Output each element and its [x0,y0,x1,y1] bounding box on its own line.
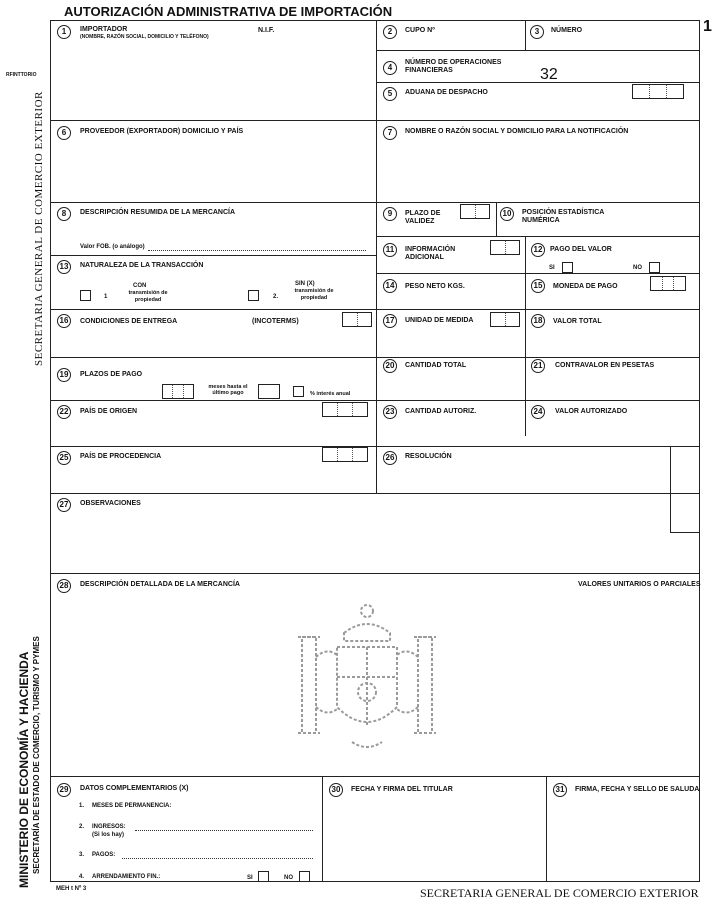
field-13-opt2-sub: transmisión de propiedad [294,288,334,301]
field-10-number: 10 [500,207,514,221]
field-13-opt1-n: 1 [104,294,108,300]
field-19-number: 19 [57,368,71,382]
field-9-label: PLAZO DE VALIDEZ [405,210,441,225]
field-1-input[interactable] [56,46,372,116]
field-19-label: PLAZOS DE PAGO [80,371,143,378]
field-18-label: VALOR TOTAL [553,318,602,325]
field-6-number: 6 [57,126,71,140]
form-title: AUTORIZACIÓN ADMINISTRATIVA DE IMPORTACIÓN [64,4,393,19]
footer-code: MEH t Nº 3 [56,886,87,892]
field-29-si-checkbox[interactable] [258,871,269,882]
field-21-number: 21 [531,359,545,373]
field-1-number: 1 [57,25,71,39]
ministerio-label: MINISTERIO DE ECONOMÍA Y HACIENDA [17,651,31,888]
field-29-item-2-label: INGRESOS: [92,824,126,830]
field-15-boxes[interactable] [650,276,686,291]
field-25-boxes[interactable] [322,447,368,462]
field-28-label: DESCRIPCIÓN DETALLADA DE LA MERCANCÍA [80,581,240,588]
field-28-right-label: VALORES UNITARIOS O PARCIALES [578,581,701,588]
field-29-ingresos-line[interactable] [135,830,313,831]
field-13-opt2-label: SIN (X) [295,281,315,287]
field-30-label: FECHA Y FIRMA DEL TITULAR [351,786,453,793]
copy-number: 1 [703,18,712,35]
field-9-boxes[interactable] [460,204,490,219]
field-16-incoterms: (INCOTERMS) [252,318,299,325]
field-28-number: 28 [57,579,71,593]
field-20-label: CANTIDAD TOTAL [405,362,467,369]
field-17-boxes[interactable] [490,312,520,327]
field-13-opt1-label: CON [133,283,147,289]
field-13-label: NATURALEZA DE LA TRANSACCIÓN [80,262,204,269]
field-1-label: IMPORTADOR [80,26,128,33]
field-12-si-checkbox[interactable] [562,262,573,273]
field-5-code-boxes[interactable] [632,84,684,99]
field-31-label: FIRMA, FECHA Y SELLO DE SALUDA [575,786,700,793]
field-29-item-3-label: PAGOS: [92,852,116,858]
field-25-number: 25 [57,451,71,465]
field-29-no-label: NO [284,875,293,881]
field-17-label: UNIDAD DE MEDIDA [405,317,474,324]
field-29-item-4-n: 4. [79,874,85,880]
field-14-number: 14 [383,279,397,293]
field-19-meses-boxes[interactable] [162,384,194,399]
field-27-number: 27 [57,498,71,512]
field-12-no-label: NO [633,265,642,271]
field-31-number: 31 [553,783,567,797]
field-29-item-4-label: ARRENDAMIENTO FIN.: [92,874,161,880]
field-25-label: PAÍS DE PROCEDENCIA [80,453,162,460]
field-2-label: CUPO Nº [405,27,435,34]
field-29-pagos-line[interactable] [122,858,313,859]
field-2-number: 2 [383,25,397,39]
field-23-label: CANTIDAD AUTORIZ. [405,408,477,415]
field-13-opt1-checkbox[interactable] [80,290,91,301]
field-19-pct-boxes[interactable] [258,384,280,399]
field-29-si-label: SI [247,875,253,881]
field-6-label: PROVEEDOR (EXPORTADOR) DOMICILIO Y PAÍS [80,128,244,135]
field-22-label: PAÍS DE ORIGEN [80,408,138,415]
field-27-input[interactable] [56,512,664,568]
field-12-si-label: SI [549,265,555,271]
field-20-number: 20 [383,359,397,373]
side-code: RFINTTORIO [6,72,37,78]
field-11-label: INFORMACIÓN ADICIONAL [405,246,456,261]
field-23-number: 23 [383,405,397,419]
field-16-label: CONDICIONES DE ENTREGA [80,318,178,325]
field-10-label: POSICIÓN ESTADÍSTICA NUMÉRICA [522,209,605,224]
field-26-label: RESOLUCIÓN [405,453,452,460]
footer-secretaria: SECRETARIA GENERAL DE COMERCIO EXTERIOR [420,886,699,900]
field-27-label: OBSERVACIONES [80,500,141,507]
field-24-label: VALOR AUTORIZADO [555,408,628,415]
field-5-number: 5 [383,87,397,101]
field-16-number: 16 [57,314,71,328]
field-13-opt1-sub: transmisión de propiedad [128,290,168,303]
field-12-label: PAGO DEL VALOR [550,246,612,253]
field-15-number: 15 [531,279,545,293]
field-29-item-2-sub: (Si los hay) [92,832,125,838]
field-4-label: NÚMERO DE OPERACIONES FINANCIERAS [405,59,502,74]
field-15-label: MONEDA DE PAGO [553,283,618,290]
field-11-boxes[interactable] [490,240,520,255]
field-16-boxes[interactable] [342,312,372,327]
field-13-number: 13 [57,260,71,274]
field-1-nif: N.I.F. [258,27,275,34]
field-24-number: 24 [531,405,545,419]
field-7-label: NOMBRE O RAZÓN SOCIAL Y DOMICILIO PARA LA NOTIFICACIÓN [405,128,629,135]
field-5-label: ADUANA DE DESPACHO [405,89,488,96]
field-17-number: 17 [383,314,397,328]
field-8-label: DESCRIPCIÓN RESUMIDA DE LA MERCANCÍA [80,209,236,216]
field-29-item-1-n: 1. [79,803,85,809]
field-13-opt2-n: 2. [273,294,279,300]
field-14-label: PESO NETO KGS. [405,283,465,290]
field-18-number: 18 [531,314,545,328]
field-7-number: 7 [383,126,397,140]
field-22-number: 22 [57,405,71,419]
field-11-number: 11 [383,243,397,257]
field-29-item-3-n: 3. [79,852,85,858]
coat-of-arms-icon [282,597,452,767]
field-30-number: 30 [329,783,343,797]
field-29-number: 29 [57,783,71,797]
field-29-no-checkbox[interactable] [299,871,310,882]
field-29-item-1-label: MESES DE PERMANENCIA: [92,803,172,809]
field-12-no-checkbox[interactable] [649,262,660,273]
field-19-interes-label: % interés anual [310,391,351,397]
field-8-number: 8 [57,207,71,221]
field-8-valor: Valor FOB. (o análogo) [80,244,145,250]
field-29-item-2-n: 2. [79,824,85,830]
field-21-label: CONTRAVALOR EN PESETAS [555,362,655,369]
field-19-pct-checkbox[interactable] [293,386,304,397]
side-secretaria-label: SECRETARIA GENERAL DE COMERCIO EXTERIOR [33,91,45,366]
field-22-boxes[interactable] [322,402,368,417]
field-29-label: DATOS COMPLEMENTARIOS (X) [80,785,189,792]
secretaria-estado-label: SECRETARÍA DE ESTADO DE COMERCIO, TURISMO Y PYMES [32,636,41,874]
field-19-meses-label: meses hasta el último pago [208,384,248,396]
field-13-opt2-checkbox[interactable] [248,290,259,301]
field-4-value[interactable]: 32 [540,66,558,83]
field-3-label: NÚMERO [551,27,583,34]
field-26-number: 26 [383,451,397,465]
field-3-number: 3 [530,25,544,39]
field-4-number: 4 [383,61,397,75]
field-9-number: 9 [383,207,397,221]
field-12-number: 12 [531,243,545,257]
field-8-valor-line[interactable] [148,250,366,251]
field-1-sub: (NOMBRE, RAZÓN SOCIAL, DOMICILIO Y TELÉFONO) [80,34,209,40]
